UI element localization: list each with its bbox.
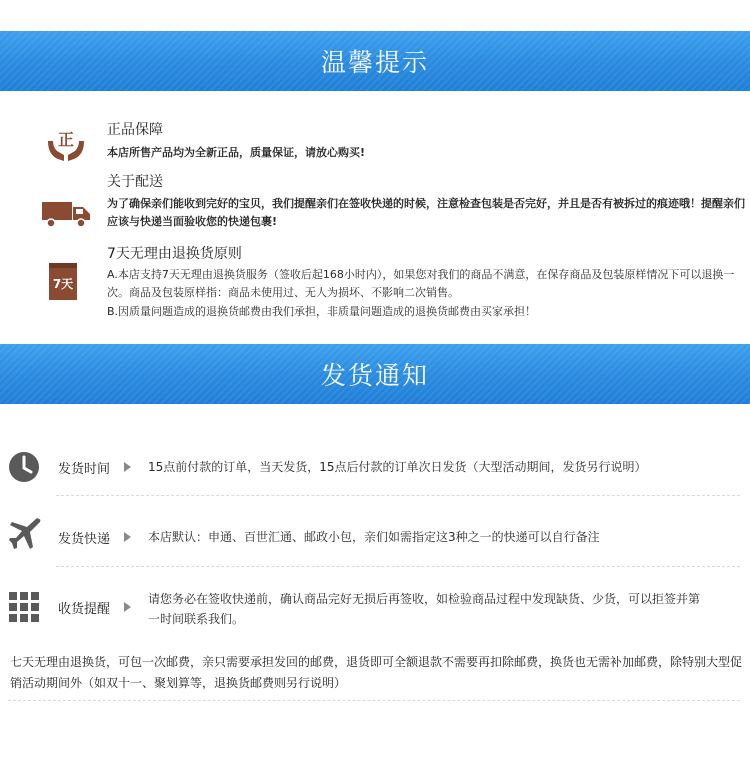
- policy-genuine: [0, 115, 750, 170]
- shipping-row-time-arrow: [124, 462, 131, 472]
- clock-icon: [8, 451, 40, 487]
- return-shipping-note: 七天无理由退换货，可包一次邮费，亲只需要承担发回的邮费，退货即可全额退款不需要再扣除邮费，换货也无需补加邮费，除特别大型促销活动期间外（如双十一、聚划算等，退换货邮费则另行说明）: [10, 655, 743, 690]
- policy-delivery-body: 为了确保亲们能收到完好的宝贝，我们提醒亲们在签收快递的时候，注意检查包装是否完好，并且是否有被拆过的痕迹哦！提醒亲们应该与快递当面验收您的快递包裹!: [107, 197, 745, 228]
- policy-return-title: 7天无理由退换货原则: [107, 246, 242, 262]
- policy-return: [0, 242, 750, 327]
- shipping-row-courier-text: 本店默认：申通、百世汇通、邮政小包，亲们如需指定这3种之一的快递可以自行备注: [148, 530, 600, 544]
- shipping-row-time: [0, 447, 750, 487]
- policy-genuine-title: 正品保障: [107, 122, 163, 138]
- policy-return-body-a: A.本店支持7天无理由退换货服务（签收后起168小时内），如果您对我们的商品不满意，在保存商品及包装原样情况下可以退换一次。商品及包装原样指：商品未使用过、无人为损坏、不影响二次销售。: [107, 268, 735, 299]
- policy-delivery: [0, 170, 750, 235]
- divider: [56, 495, 740, 496]
- grid-icon: [8, 591, 40, 627]
- shipping-banner: [0, 344, 750, 404]
- policy-return-body-b: B.因质量问题造成的退换货邮费由我们承担，非质量问题造成的退换货邮费由买家承担！: [107, 305, 537, 318]
- shipping-row-courier-arrow: [124, 532, 131, 542]
- shipping-row-receipt-arrow: [124, 602, 131, 612]
- shipping-banner-title: 发货通知: [320, 361, 429, 390]
- shipping-row-receipt: [0, 588, 750, 633]
- shipping-row-courier-label: 发货快递: [58, 532, 111, 547]
- tips-banner: [0, 31, 750, 91]
- airplane-icon: [8, 517, 42, 555]
- divider: [56, 566, 740, 567]
- policy-genuine-body: 本店所售产品均为全新正品，质量保证，请放心购买!: [107, 146, 366, 159]
- seven-day-calendar-icon: [48, 261, 78, 301]
- svg-text:7天: 7天: [52, 277, 74, 291]
- hands-genuine-icon: [44, 121, 88, 165]
- shipping-row-time-text: 15点前付款的订单，当天发货，15点后付款的订单次日发货（大型活动期间，发货另行说明）: [148, 460, 647, 474]
- shipping-row-receipt-label: 收货提醒: [58, 602, 111, 617]
- tips-banner-title: 温馨提示: [320, 48, 429, 77]
- shipping-row-courier: [0, 517, 750, 557]
- delivery-truck-icon: [40, 198, 92, 230]
- svg-text:正: 正: [57, 130, 75, 149]
- shipping-row-receipt-text: 请您务必在签收快递前，确认商品完好无损后再签收，如检验商品过程中发现缺货、少货，可以拒签并第一时间联系我们。: [148, 592, 701, 626]
- divider: [8, 700, 740, 701]
- policy-delivery-title: 关于配送: [107, 174, 163, 190]
- shipping-row-time-label: 发货时间: [58, 462, 111, 477]
